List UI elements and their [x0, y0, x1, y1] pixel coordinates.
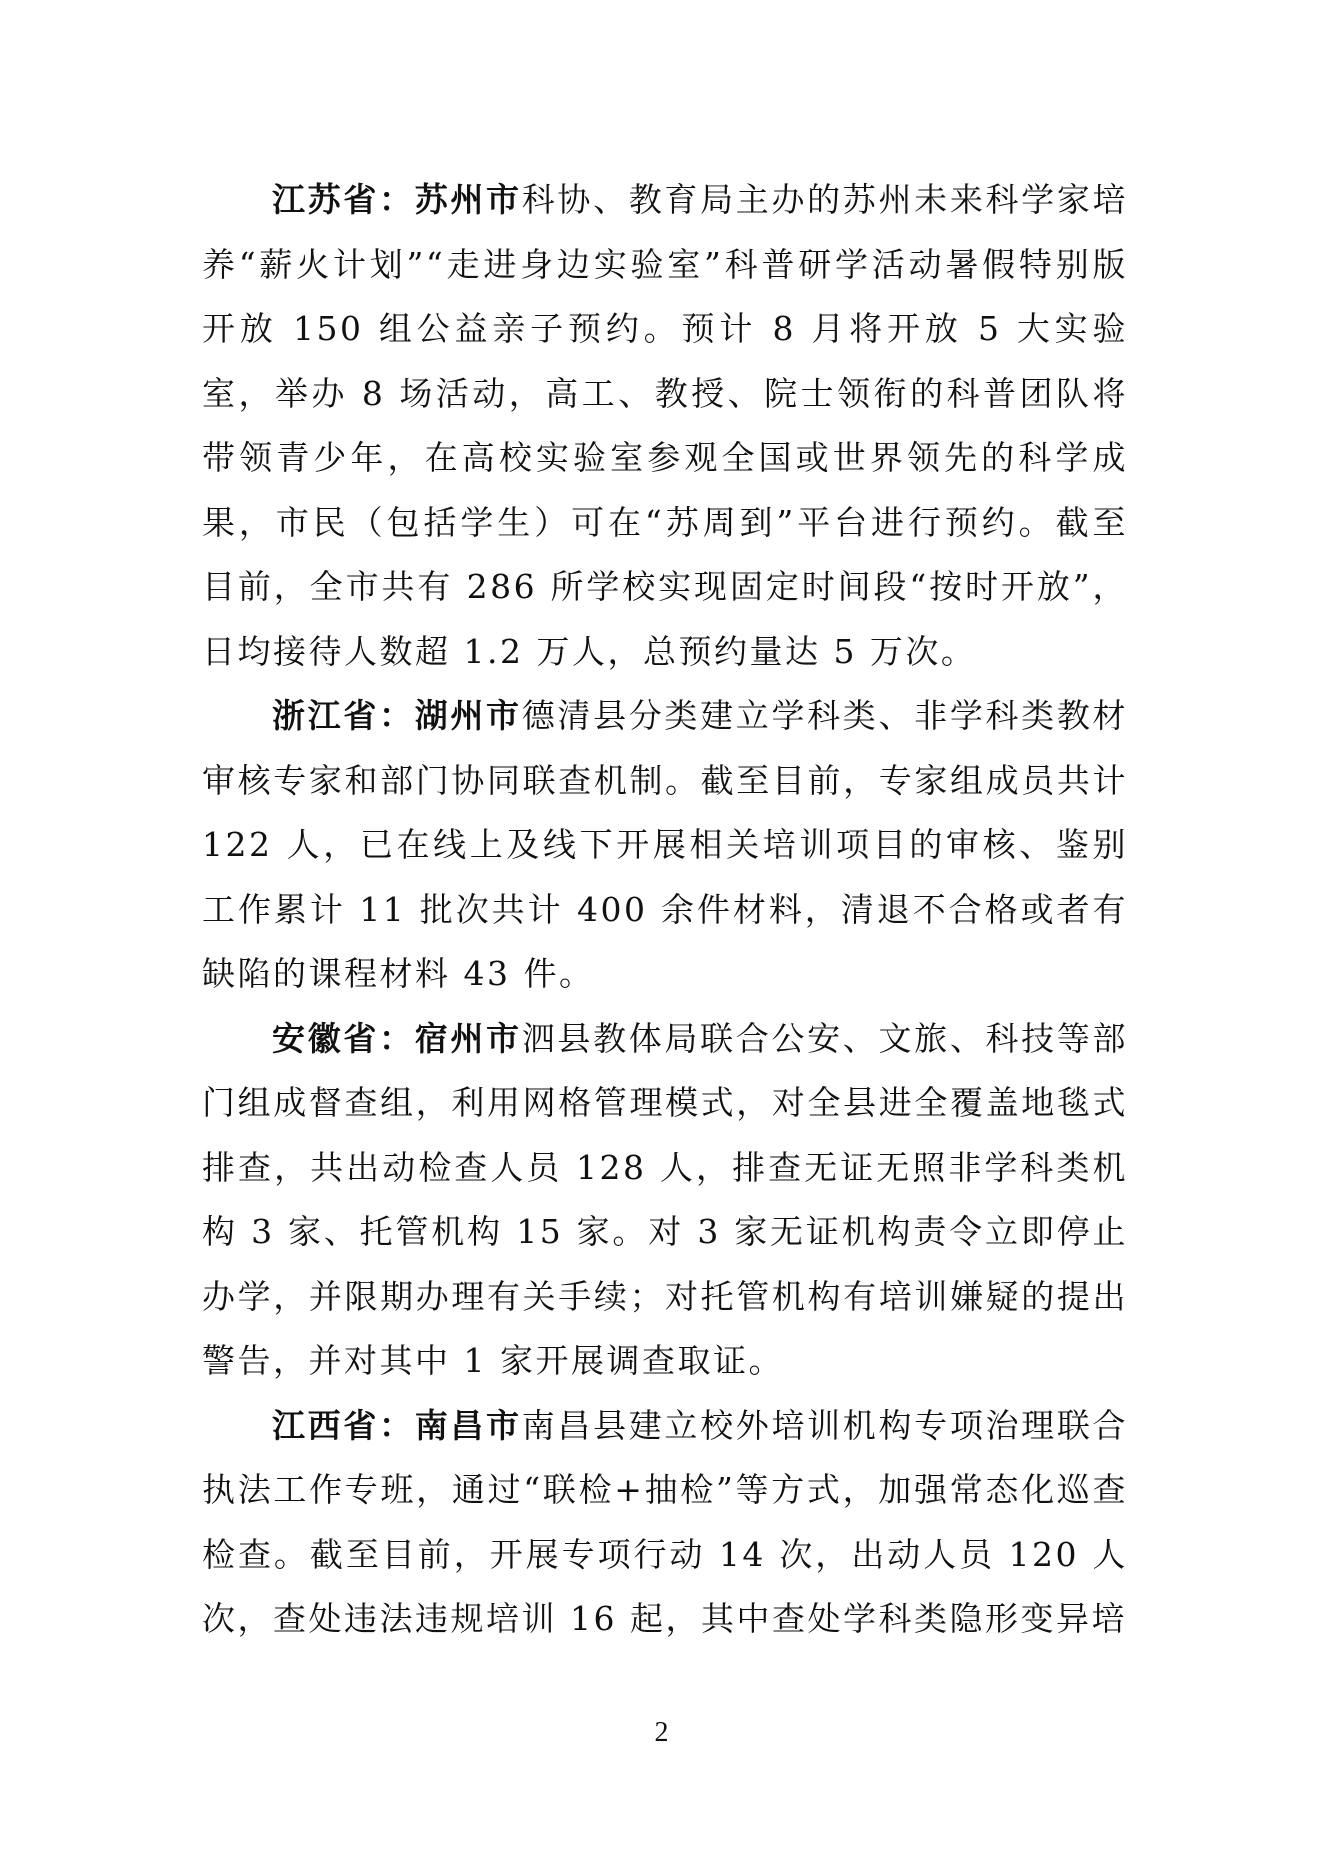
paragraph-text-anhui: 泗县教体局联合公安、文旅、科技等部门组成督查组，利用网格管理模式，对全县进全覆盖地毯式排查，共出动检查人员 128 人，排查无证无照非学科类机构 3 家、托管机构 15 家。对 3 家无证机构责令立即停止办学，并限期办理有关手续；对托管机构有培训嫌疑的提出警告，并对其中 1 家开展调查取证。 [202, 1018, 1129, 1380]
city-label-suzhou-anhui: 宿州市 [414, 1018, 522, 1058]
paragraph-anhui [202, 1007, 1128, 1394]
paragraph-zhejiang [202, 684, 1128, 1007]
paragraph-text-zhejiang: 德清县分类建立学科类、非学科类教材审核专家和部门协同联查机制。截至目前，专家组成员共计 122 人，已在线上及线下开展相关培训项目的审核、鉴别工作累计 11 批次共计 400 余件材料，清退不合格或者有缺陷的课程材料 43 件。 [202, 696, 1129, 993]
province-label-jiangsu: 江苏省： [272, 180, 415, 219]
city-label-huzhou: 湖州市 [414, 696, 522, 735]
paragraph-jiangsu [202, 168, 1128, 684]
paragraph-text-jiangsu: 科协、教育局主办的苏州未来科学家培养“薪火计划”“走进身边实验室”科普研学活动暑假特别版开放 150 组公益亲子预约。预计 8 月将开放 5 大实验室，举办 8 场活动，高工、教授、院士领衔的科普团队将带领青少年，在高校实验室参观全国或世界领先的科学成果，市民（包括学生）可在“苏周到”平台进行预约。截至目前，全市共有 286 所学校实现固定时间段“按时开放”，日均接待人数超 1.2 万人，总预约量达 5 万次。 [202, 180, 1129, 671]
province-label-zhejiang: 浙江省： [272, 696, 415, 735]
document-body [202, 168, 1128, 1652]
city-label-nanchang: 南昌市 [414, 1405, 522, 1445]
city-label-suzhou: 苏州市 [414, 180, 522, 219]
page-number: 2 [654, 1717, 669, 1748]
paragraph-text-jiangxi: 南昌县建立校外培训机构专项治理联合执法工作专班，通过“联检+抽检”等方式，加强常态化巡查检查。截至目前，开展专项行动 14 次，出动人员 120 人次，查处违法违规培训 16 起，其中查处学科类隐形变异培 [202, 1405, 1129, 1638]
paragraph-jiangxi [202, 1394, 1128, 1652]
province-label-jiangxi: 江西省： [272, 1405, 415, 1445]
province-label-anhui: 安徽省： [272, 1018, 415, 1058]
